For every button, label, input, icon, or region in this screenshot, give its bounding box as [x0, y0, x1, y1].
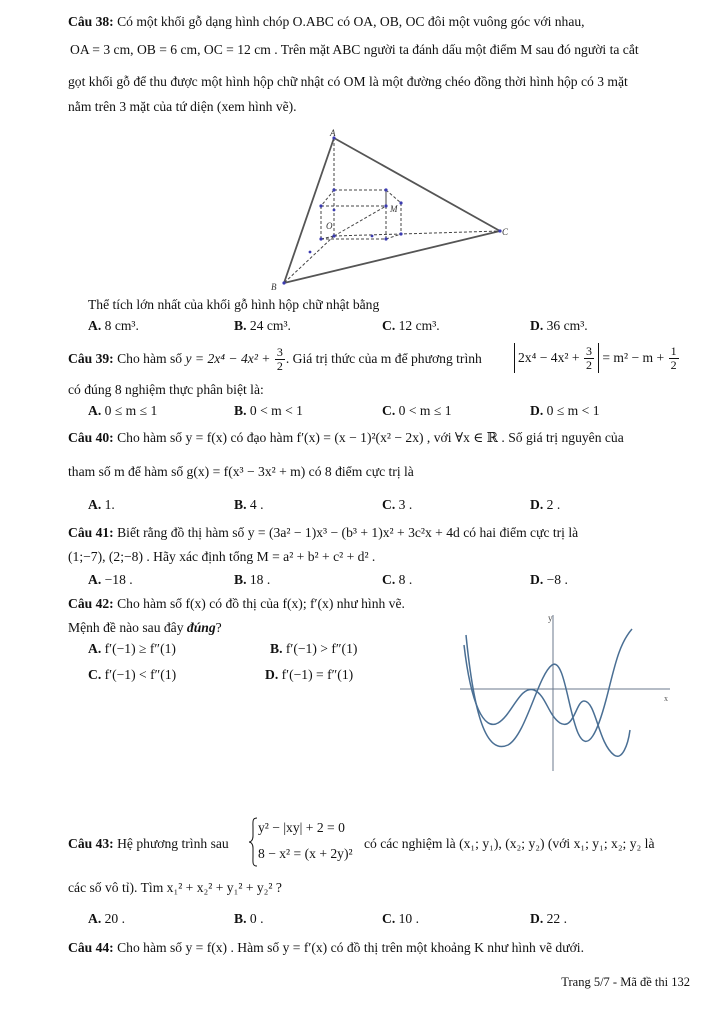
q41-choice-d: D. −8 .: [530, 572, 568, 587]
q39-choice-b: B. 0 < m < 1: [234, 403, 303, 418]
q40-choice-d: D. 2 .: [530, 497, 561, 512]
q43-choice-a: A. 20 .: [88, 911, 126, 926]
q39-func: y = 2x⁴ − 4x² +: [185, 351, 274, 366]
q38-text1: Có một khối gỗ dạng hình chóp O.ABC có OA, OB, OC đôi một vuông góc với nhau,: [113, 14, 585, 29]
q41-choice-a: A. −18 .: [88, 572, 133, 587]
q44-line1: Câu 44: Cho hàm số y = f(x) . Hàm số y = f′(x) có đồ thị trên một khoảng K như hình vẽ dưới.: [68, 940, 584, 955]
q43-label: Câu 43:: [68, 836, 114, 851]
label-A: A: [330, 128, 336, 138]
q42-line2: Mệnh đề nào sau đây đúng?: [68, 620, 222, 635]
q41-line2: (1;−7), (2;−8) . Hãy xác định tổng M = a² + b² + c² + d² .: [68, 549, 376, 564]
q43-choice-b: B. 0 .: [234, 911, 264, 926]
q40-label: Câu 40:: [68, 430, 114, 445]
q42-line1: Câu 42: Cho hàm số f(x) có đồ thị của f(x); f′(x) như hình vẽ.: [68, 596, 405, 611]
q39-line2: có đúng 8 nghiệm thực phân biệt là:: [68, 382, 264, 397]
q43-eq1: y² − |xy| + 2 = 0: [258, 820, 345, 835]
q40-choice-b: B. 4 .: [234, 497, 264, 512]
q38-line2: OA = 3 cm, OB = 6 cm, OC = 12 cm . Trên mặt ABC người ta đánh dấu một điểm M sau đó người ta cắt: [70, 42, 639, 57]
q44-label: Câu 44:: [68, 940, 114, 955]
q42-label: Câu 42:: [68, 596, 114, 611]
q43-eq2: 8 − x² = (x + 2y)²: [258, 846, 353, 861]
q39-choice-c: C. 0 < m ≤ 1: [382, 403, 452, 418]
q42-choice-a: A. f′(−1) ≥ f″(1): [88, 641, 176, 656]
q38-question: Thể tích lớn nhất của khối gỗ hình hộp chữ nhật bằng: [88, 297, 380, 312]
pyramid-box-figure: [262, 128, 522, 294]
label-B: B: [271, 282, 277, 292]
page-footer: Trang 5/7 - Mã đề thi 132: [561, 975, 690, 989]
function-graph-figure: [456, 605, 696, 775]
label-O: O: [326, 221, 333, 231]
q43-after: có các nghiệm là (x₁; y₁), (x₂; y₂) (với x₁; y₁; x₂; y₂ là: [364, 836, 655, 851]
q38-choice-c: C. 12 cm³.: [382, 318, 440, 333]
system-brace: [248, 816, 258, 868]
x-axis-label: x: [664, 694, 668, 703]
q41-choice-b: B. 18 .: [234, 572, 271, 587]
q40-choice-c: C. 3 .: [382, 497, 413, 512]
q39-label: Câu 39:: [68, 351, 114, 366]
q39-choice-a: A. 0 ≤ m ≤ 1: [88, 403, 158, 418]
q40-choice-a: A. 1.: [88, 497, 115, 512]
q38-line4: nằm trên 3 mặt của tứ diện (xem hình vẽ).: [68, 99, 297, 114]
q38-label: Câu 38:: [68, 14, 114, 29]
q41-choice-c: C. 8 .: [382, 572, 413, 587]
q39-equation: 2x⁴ − 4x² + $\frac{3}{2}$ = m² − m + $\frac{1}{2}$: [514, 343, 680, 373]
q38-choice-a: A. 8 cm³.: [88, 318, 139, 333]
q39-line1: Câu 39: Cho hàm số y = 2x⁴ − 4x² + $\frac{3}{2}$ . Giá trị thức của m để phương trình: [68, 345, 482, 374]
label-M: M: [390, 204, 398, 214]
label-C: C: [502, 227, 509, 237]
curve-f: [466, 629, 632, 747]
q38-line1: [68, 8, 692, 35]
q41-label: Câu 41:: [68, 525, 114, 540]
q42-choice-d: D. f′(−1) = f″(1): [265, 667, 354, 682]
q38-choice-b: B. 24 cm³.: [234, 318, 291, 333]
q43-line2: các số vô tỉ). Tìm x₁² + x₂² + y₁² + y₂² ?: [68, 880, 282, 895]
q40-line2: tham số m để hàm số g(x) = f(x³ − 3x² + m) có 8 điểm cực trị là: [68, 464, 414, 479]
y-axis-label: y: [548, 613, 553, 623]
q43-choice-d: D. 22 .: [530, 911, 568, 926]
q43-choice-c: C. 10 .: [382, 911, 420, 926]
q43-label-intro: Câu 43: Hệ phương trình sau: [68, 836, 229, 851]
q38-choice-d: D. 36 cm³.: [530, 318, 588, 333]
q39-choice-d: D. 0 ≤ m < 1: [530, 403, 600, 418]
q42-choice-b: B. f′(−1) > f″(1): [270, 641, 358, 656]
q42-choice-c: C. f′(−1) < f″(1): [88, 667, 177, 682]
q40-line1: Câu 40: Cho hàm số y = f(x) có đạo hàm f′(x) = (x − 1)²(x² − 2x) , với ∀x ∈ ℝ . Số giá trị nguyên của: [68, 430, 624, 445]
q38-line3: gọt khối gỗ để thu được một hình hộp chữ nhật có OM là một đường chéo đồng thời hình hộp có 3 mặt: [68, 74, 628, 89]
q41-line1: Câu 41: Biết rằng đồ thị hàm số y = (3a² − 1)x³ − (b³ + 1)x² + 3c²x + 4d có hai điểm cực trị là: [68, 525, 579, 540]
